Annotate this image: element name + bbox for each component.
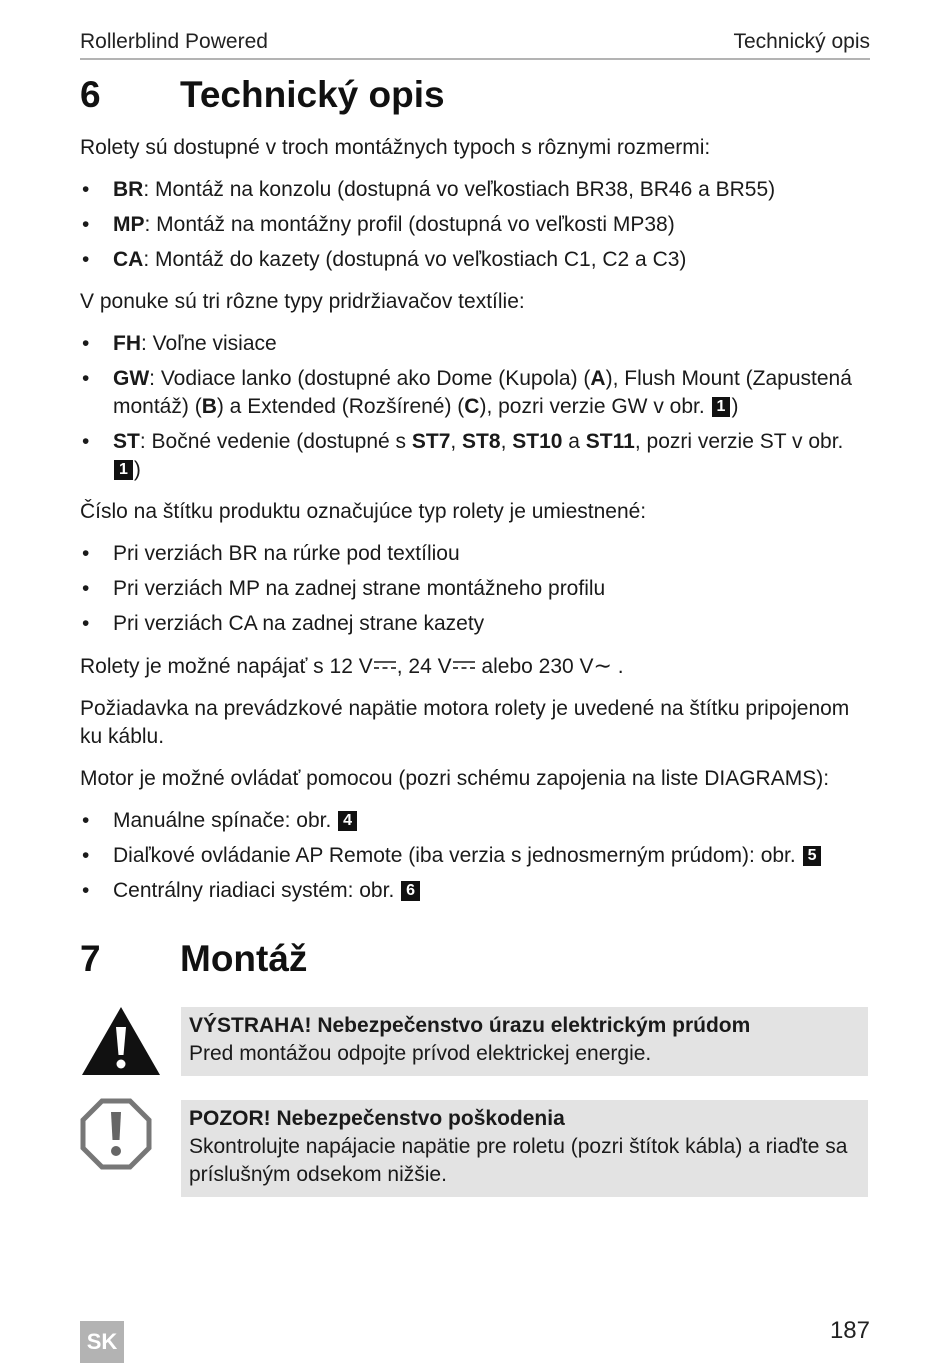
warning-triangle-icon <box>80 1005 162 1077</box>
caution-octagon-icon <box>80 1098 152 1170</box>
warning-title: VÝSTRAHA! Nebezpečenstvo úrazu elektrickým prúdom <box>189 1014 751 1037</box>
header-section-name: Technický opis <box>733 30 870 53</box>
figure-ref-badge: 6 <box>401 881 420 901</box>
control-intro: Motor je možné ovládať pomocou (pozri schému zapojenia na liste DIAGRAMS): <box>80 767 830 790</box>
list-item: • Manuálne spínače: obr. 4 <box>80 807 870 835</box>
section-7-title: Montáž <box>180 938 308 979</box>
dc-voltage-icon <box>374 660 396 670</box>
list-item: • Pri verziách CA na zadnej strane kazety <box>80 610 870 638</box>
ac-voltage-icon: ∼ <box>593 653 612 678</box>
list-item: • BR: Montáž na konzolu (dostupná vo veľkostiach BR38, BR46 a BR55) <box>80 176 870 204</box>
section-6-body <box>80 134 870 919</box>
caution-notice <box>181 1100 868 1197</box>
mount-types-intro: Rolety sú dostupné v troch montážnych typoch s rôznymi rozmermi: <box>80 136 711 159</box>
list-item: • MP: Montáž na montážny profil (dostupná vo veľkosti MP38) <box>80 211 870 239</box>
list-item: • FH: Voľne visiace <box>80 330 870 358</box>
label-location-list <box>80 540 870 638</box>
voltage-requirement-text: Požiadavka na prevádzkové napätie motora rolety je uvedené na štítku pripojenom ku káblu. <box>80 697 850 748</box>
holders-intro: V ponuke sú tri rôzne typy pridržiavačov textílie: <box>80 290 525 313</box>
section-7-number: 7 <box>80 938 101 979</box>
page-number: 187 <box>829 1317 870 1344</box>
caution-text: Skontrolujte napájacie napätie pre roletu (pozri štítok kábla) a riaďte sa príslušným odsekom nižšie. <box>189 1135 848 1186</box>
caution-title: POZOR! Nebezpečenstvo poškodenia <box>189 1107 565 1130</box>
header-product-name: Rollerblind Powered <box>80 30 268 53</box>
section-6-number: 6 <box>80 74 101 115</box>
section-6-title: Technický opis <box>180 74 445 115</box>
power-supply-text: Rolety je možné napájať s 12 V , 24 V alebo 230 V∼ . <box>80 653 624 678</box>
mount-types-list <box>80 176 870 274</box>
page-header <box>80 30 870 60</box>
control-options-list <box>80 807 870 905</box>
label-location-intro: Číslo na štítku produktu označujúce typ rolety je umiestnené: <box>80 500 647 523</box>
list-item: • GW: Vodiace lanko (dostupné ako Dome (Kupola) (A), Flush Mount (Zapustená montáž) (B) a Extended (Rozšírené) (C), pozri verzie GW v obr. 1 ) <box>80 365 870 421</box>
warning-text: Pred montážou odpojte prívod elektrickej energie. <box>189 1042 652 1065</box>
list-item: • Centrálny riadiaci systém: obr. 6 <box>80 877 870 905</box>
language-tab: SK <box>80 1321 124 1363</box>
list-item: • CA: Montáž do kazety (dostupná vo veľkostiach C1, C2 a C3) <box>80 246 870 274</box>
list-item: • Diaľkové ovládanie AP Remote (iba verzia s jednosmerným prúdom): obr. 5 <box>80 842 870 870</box>
warning-notice <box>181 1007 868 1076</box>
list-item: • ST: Bočné vedenie (dostupné s ST7, ST8, ST10 a ST11, pozri verzie ST v obr. 1 ) <box>80 428 870 484</box>
dc-voltage-icon <box>453 660 475 670</box>
figure-ref-badge: 5 <box>803 846 822 866</box>
figure-ref-badge: 4 <box>338 811 357 831</box>
list-item: • Pri verziách MP na zadnej strane montážneho profilu <box>80 575 870 603</box>
list-item: • Pri verziách BR na rúrke pod textíliou <box>80 540 870 568</box>
figure-ref-badge: 1 <box>114 460 133 480</box>
holders-list <box>80 330 870 484</box>
figure-ref-badge: 1 <box>712 397 731 417</box>
